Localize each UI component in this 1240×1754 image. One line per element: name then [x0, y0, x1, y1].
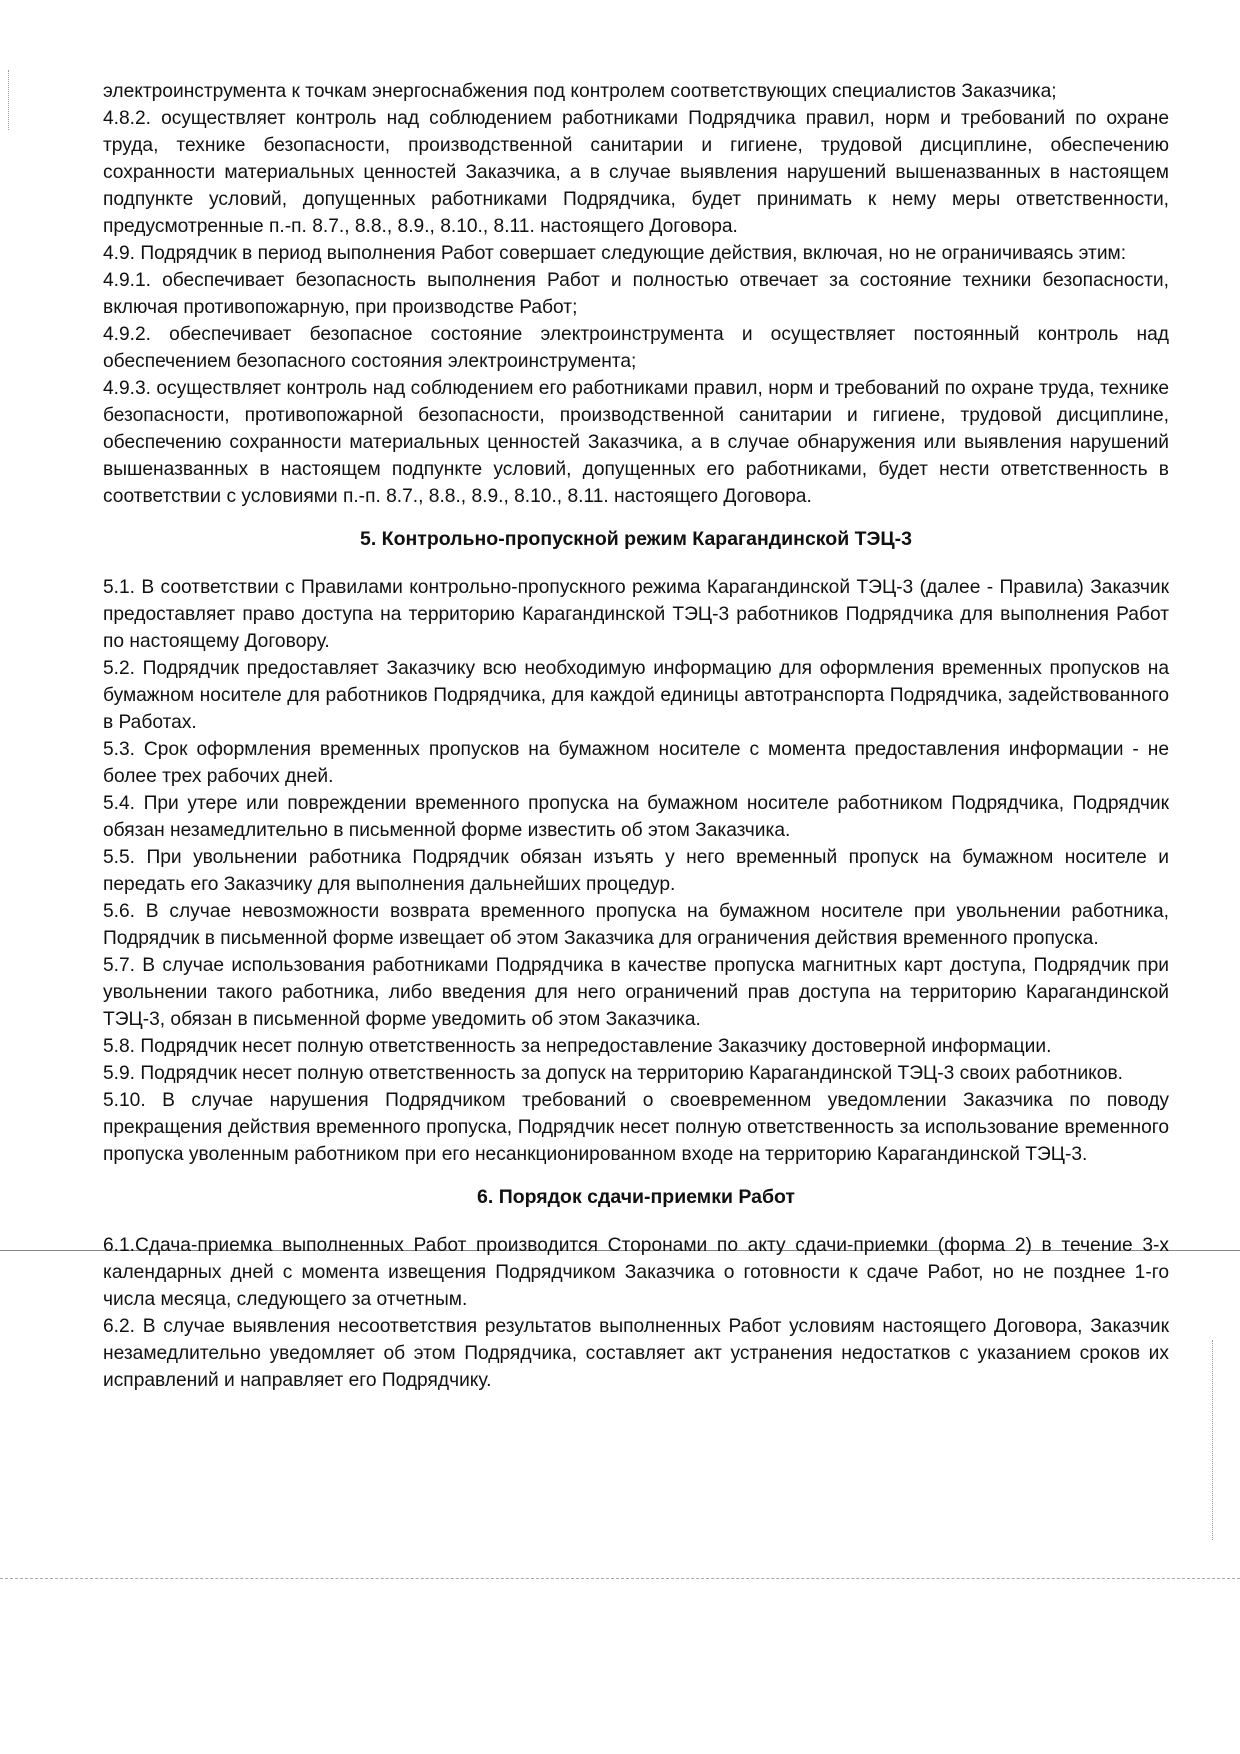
- paragraph: 5.6. В случае невозможности возврата временного пропуска на бумажном носителе при увольнении работника, Подрядчик в письменной форме извещает об этом Заказчика для ограничения действия временного пропуска.: [103, 901, 1169, 949]
- paragraph: 5.7. В случае использования работниками Подрядчика в качестве пропуска магнитных карт доступа, Подрядчик при увольнении такого работника, либо введения для него ограничений прав доступа на территорию Карагандинской ТЭЦ-3, обязан в письменной форме уведомить об этом Заказчика.: [103, 955, 1169, 1030]
- paragraph: 4.9.2. обеспечивает безопасное состояние электроинструмента и осуществляет постоянный контроль над обеспечением безопасного состояния электроинструмента;: [103, 324, 1169, 372]
- paragraph: 5.9. Подрядчик несет полную ответственность за допуск на территорию Карагандинской ТЭЦ-3 своих работников.: [103, 1063, 1123, 1084]
- paragraph: 5.10. В случае нарушения Подрядчиком требований о своевременном уведомлении Заказчика по поводу прекращения действия временного пропуска, Подрядчик несет полную ответственность за использование временного пропуска уволенным работником при его несанкционированном входе на территорию Карагандинской ТЭЦ-3.: [103, 1090, 1169, 1165]
- paragraph: 5.5. При увольнении работника Подрядчик обязан изъять у него временный пропуск на бумажном носителе и передать его Заказчику для выполнения дальнейших процедур.: [103, 847, 1169, 895]
- paragraph: 5.1. В соответствии с Правилами контрольно-пропускного режима Карагандинской ТЭЦ-3 (далее - Правила) Заказчик предоставляет право доступа на территорию Карагандинской ТЭЦ-3 работников Подрядчика для выполнения Работ по настоящему Договору.: [103, 577, 1169, 652]
- paragraph: 4.9.1. обеспечивает безопасность выполнения Работ и полностью отвечает за состояние техники безопасности, включая противопожарную, при производстве Работ;: [103, 270, 1169, 318]
- section-heading: 6. Порядок сдачи-приемки Работ: [477, 1186, 795, 1208]
- paragraph: 5.3. Срок оформления временных пропусков на бумажном носителе с момента предоставления информации - не более трех рабочих дней.: [103, 739, 1169, 787]
- section-heading: 5. Контрольно-пропускной режим Карагандинской ТЭЦ-3: [360, 528, 912, 550]
- paragraph: 5.4. При утере или повреждении временного пропуска на бумажном носителе работником Подрядчика, Подрядчик обязан незамедлительно в письменной форме известить об этом Заказчика.: [103, 793, 1169, 841]
- paragraph: 4.8.2. осуществляет контроль над соблюдением работниками Подрядчика правил, норм и требований по охране труда, технике безопасности, производственной санитарии и гигиене, трудовой дисциплине, обеспечению сохранности материальных ценностей Заказчика, а в случае выявления нарушений вышеназванных в настоящем подпункте условий, допущенных работниками Подрядчика, будет принимать к нему меры ответственности, предусмотренные п.-п. 8.7., 8.8., 8.9., 8.10., 8.11. настоящего Договора.: [103, 108, 1169, 237]
- paragraph: 5.2. Подрядчик предоставляет Заказчику всю необходимую информацию для оформления временных пропусков на бумажном носителе для работников Подрядчика, для каждой единицы автотранспорта Подрядчика, задействованного в Работах.: [103, 658, 1169, 733]
- paragraph: электроинструмента к точкам энергоснабжения под контролем соответствующих специалистов Заказчика;: [103, 81, 1057, 102]
- paragraph: 4.9.3. осуществляет контроль над соблюдением его работниками правил, норм и требований по охране труда, технике безопасности, противопожарной безопасности, производственной санитарии и гигиене, трудовой дисциплине, обеспечению сохранности материальных ценностей Заказчика, а в случае обнаружения или выявления нарушений вышеназванных в настоящем подпункте условий, допущенных его работниками, будет нести ответственность в соответствии с условиями п.-п. 8.7., 8.8., 8.9., 8.10., 8.11. настоящего Договора.: [103, 378, 1169, 507]
- paragraph: 6.2. В случае выявления несоответствия результатов выполненных Работ условиям настоящего Договора, Заказчик незамедлительно уведомляет об этом Подрядчика, составляет акт устранения недостатков с указанием сроков их исправлений и направляет его Подрядчику.: [103, 1316, 1169, 1391]
- scan-edge-mark: [8, 70, 9, 130]
- paragraph: 5.8. Подрядчик несет полную ответственность за непредоставление Заказчику достоверной информации.: [103, 1036, 1052, 1057]
- paragraph: 4.9. Подрядчик в период выполнения Работ совершает следующие действия, включая, но не ограничиваясь этим:: [103, 243, 1127, 264]
- scan-line: [0, 1578, 1240, 1579]
- paragraph: 6.1.Сдача-приемка выполненных Работ производится Сторонами по акту сдачи-приемки (форма 2) в течение 3-х календарных дней с момента извещения Подрядчиком Заказчика о готовности к сдаче Работ, но не позднее 1-го числа месяца, следующего за отчетным.: [103, 1235, 1169, 1310]
- scan-edge-mark: [1212, 1340, 1213, 1540]
- document-page: [103, 78, 1169, 1394]
